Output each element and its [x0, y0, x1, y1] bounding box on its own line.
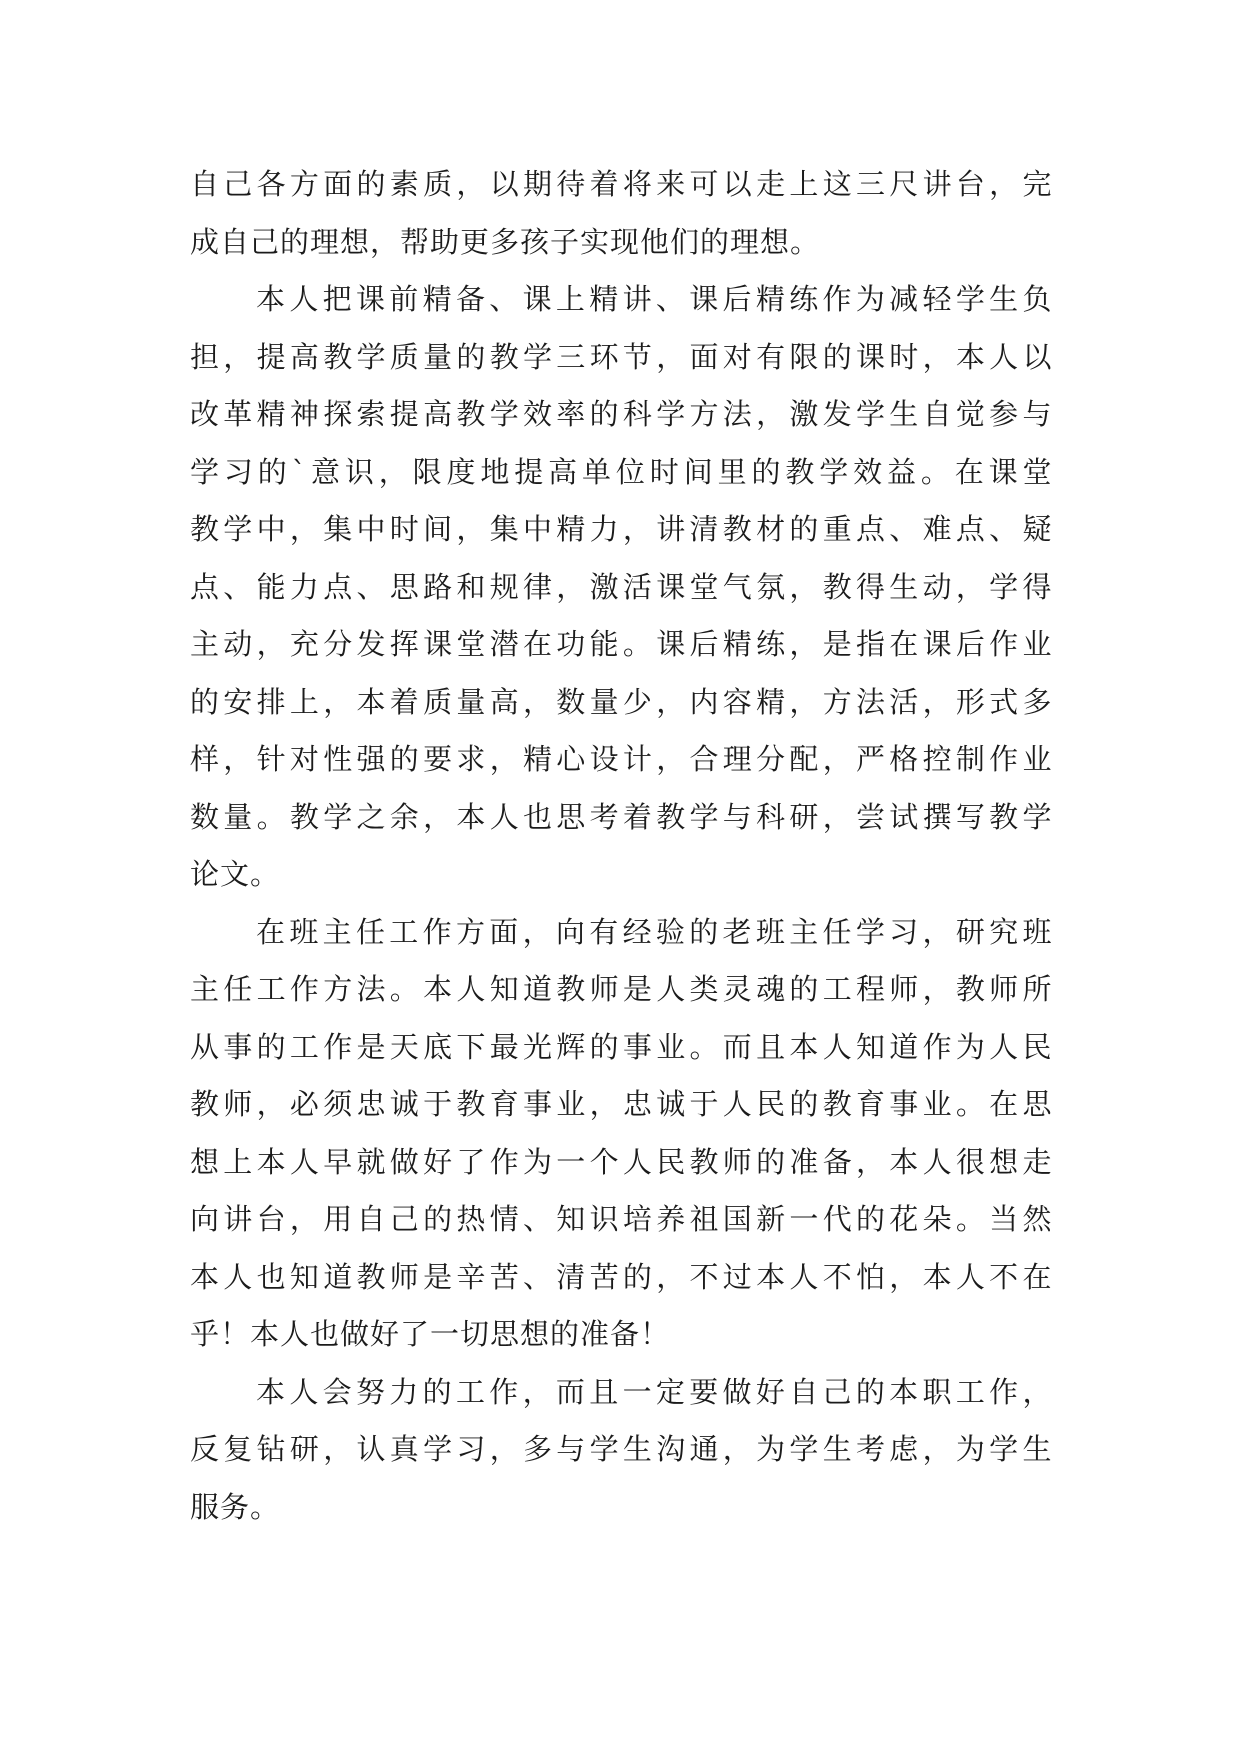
document-body — [190, 156, 1052, 1536]
paragraph — [190, 156, 1052, 271]
paragraph — [190, 1364, 1052, 1537]
text-line: 论文。 — [190, 857, 281, 891]
text-line: 反复钻研，认真学习，多与学生沟通，为学生考虑，为学生 — [190, 1432, 1052, 1466]
text-line: 数量。教学之余，本人也思考着教学与科研，尝试撰写教学 — [190, 799, 1052, 834]
text-line: 样，针对性强的要求，精心设计，合理分配，严格控制作业 — [190, 742, 1052, 776]
paragraph — [190, 904, 1052, 1364]
text-line: 担，提高教学质量的教学三环节，面对有限的课时，本人以 — [190, 339, 1052, 374]
text-line: 主任工作方法。本人知道教师是人类灵魂的工程师，教师所 — [190, 972, 1052, 1006]
text-line: 向讲台，用自己的热情、知识培养祖国新一代的花朵。当然 — [190, 1202, 1052, 1236]
text-line: 主动，充分发挥课堂潜在功能。课后精练，是指在课后作业 — [190, 627, 1052, 661]
text-line: 的安排上，本着质量高，数量少，内容精，方法活，形式多 — [190, 684, 1052, 719]
text-line: 本人也知道教师是辛苦、清苦的，不过本人不怕，本人不在 — [190, 1259, 1052, 1294]
text-line: 自己各方面的素质，以期待着将来可以走上这三尺讲台，完 — [190, 167, 1052, 201]
text-line: 本人会努力的工作，而且一定要做好自己的本职工作， — [256, 1374, 1052, 1409]
paragraph — [190, 271, 1052, 904]
text-line: 改革精神探索提高教学效率的科学方法，激发学生自觉参与 — [190, 397, 1052, 431]
text-line: 在班主任工作方面，向有经验的老班主任学习，研究班 — [256, 914, 1052, 949]
text-line: 服务。 — [190, 1489, 281, 1524]
text-line: 学习的`意识，限度地提高单位时间里的教学效益。在课堂 — [190, 454, 1052, 489]
text-line: 教学中，集中时间，集中精力，讲清教材的重点、难点、疑 — [190, 512, 1052, 546]
text-line: 乎！本人也做好了一切思想的准备！ — [190, 1317, 671, 1351]
text-line: 从事的工作是天底下最光辉的事业。而且本人知道作为人民 — [190, 1029, 1052, 1064]
text-line: 点、能力点、思路和规律，激活课堂气氛，教得生动，学得 — [190, 569, 1052, 604]
text-line: 想上本人早就做好了作为一个人民教师的准备，本人很想走 — [190, 1144, 1052, 1179]
text-line: 教师，必须忠诚于教育事业，忠诚于人民的教育事业。在思 — [190, 1087, 1052, 1121]
text-line: 本人把课前精备、课上精讲、课后精练作为减轻学生负 — [256, 282, 1052, 316]
text-line: 成自己的理想，帮助更多孩子实现他们的理想。 — [190, 224, 821, 259]
